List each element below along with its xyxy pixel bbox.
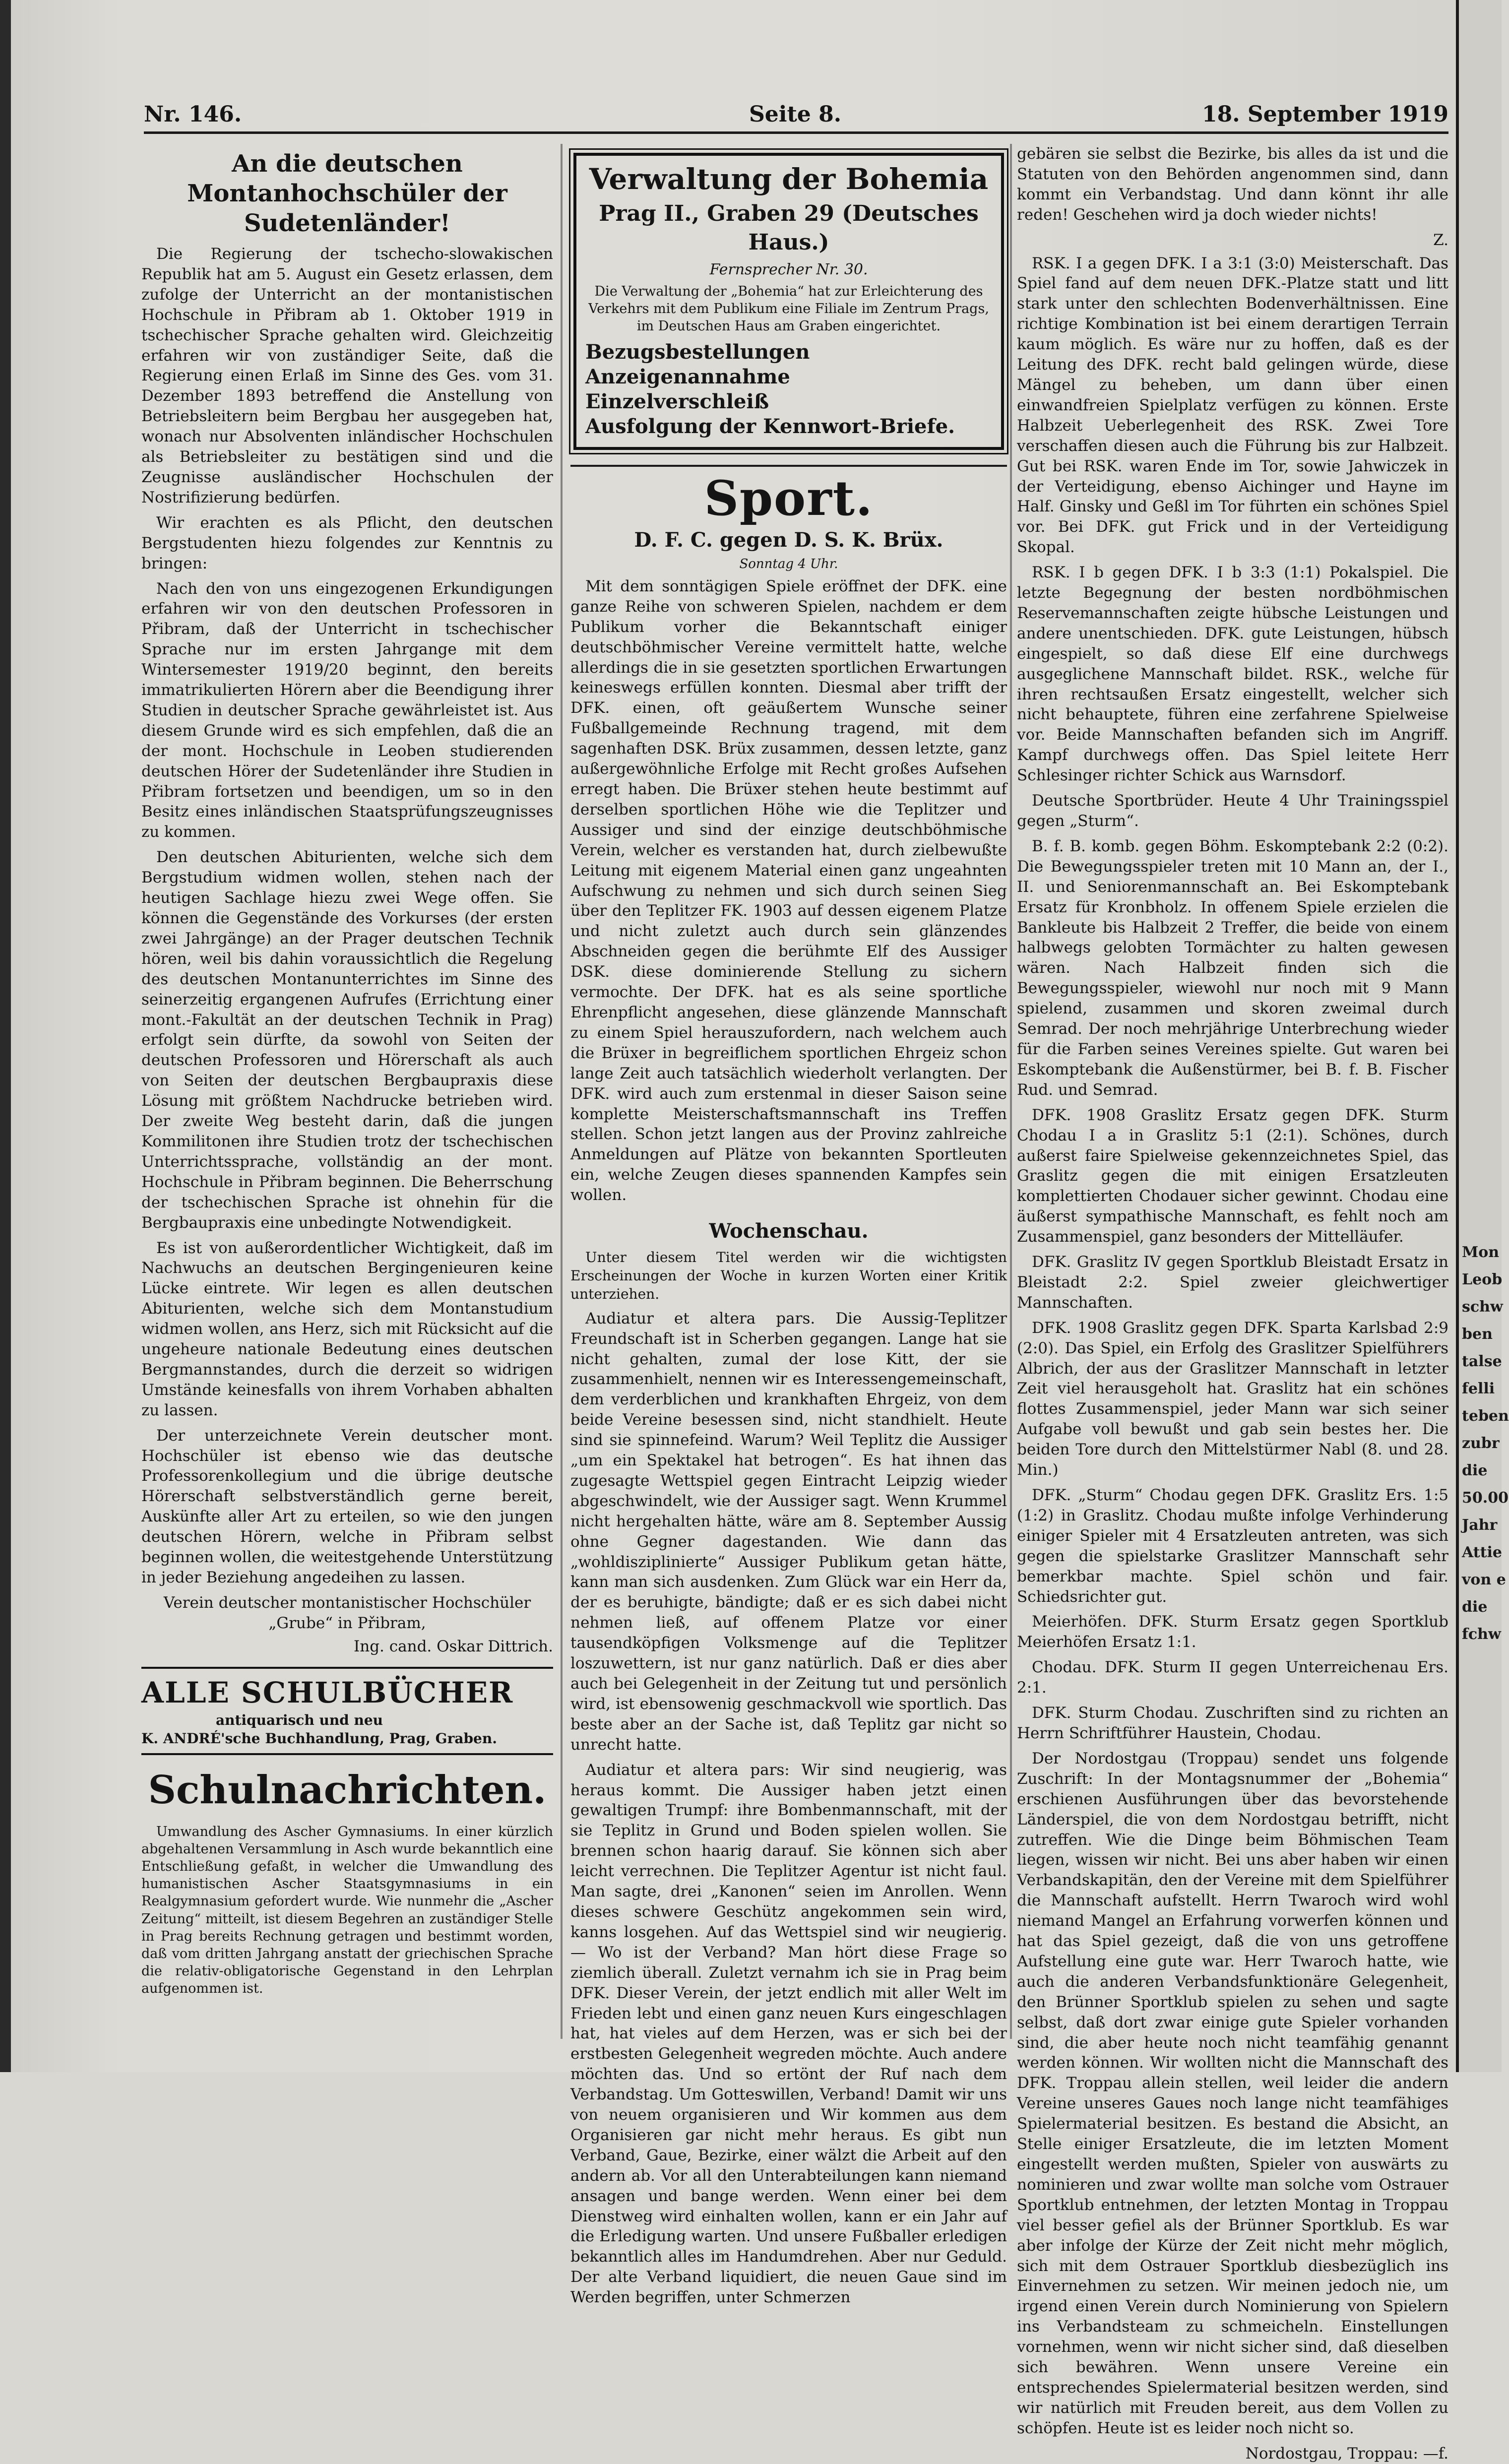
article-paragraph: Die Regierung der tschecho-slowakischen Republik hat am 5. August ein Gesetz erlassen, dem zufolge der Unterricht an der montanistischen Hochschule in Přibram ab 1. Oktober 1919 in tschechischer Sprache gehalten wird. Gleichzeitig erfahren wir von zuständiger Seite, daß die Regierung einen Erlaß im Sinne des Ges. vom 31. Dezember 1893 betreffend die Anstellung von Betriebsleitern beim Bergbau her ausgegeben hat, wonach nur Absolventen inländischer Hochschulen als Betriebsleiter zu bestätigen sind und die Zeugnisse ausländischer Hochschulen der Nostrifizierung bedürfen. (141, 245, 553, 506)
section-divider (570, 465, 1007, 467)
issue-date: 18. September 1919 (1202, 102, 1448, 127)
edge-fragment: von e (1462, 1571, 1506, 1588)
match-result-item: Deutsche Sportbrüder. Heute 4 Uhr Trainingsspiel gegen „Sturm“. (1017, 792, 1448, 830)
match-result-item: RSK. I b gegen DFK. I b 3:3 (1:1) Pokalspiel. Die letzte Begegnung der besten nordböhmischen Reservemannschaften zeigte hübsche Leistungen und andere unentschieden. DFK. gute Leistungen, hübsch eingespielt, so daß diese Elf eine durchwegs ausgeglichene Mannschaft bildet. RSK., welche für ihren rechtsaußen Ersatz eingestellt, welcher sich nicht behauptete, führen eine zerfahrene Spielweise vor. Beide Mannschaften befanden sich im Angriff. Kampf durchwegs offen. Das Spiel leitete Herr Schlesinger richter Schick aus Warnsdorf. (1017, 564, 1448, 785)
match-time: Sonntag 4 Uhr. (739, 556, 838, 571)
service-item: Ausfolgung der Kennwort-Briefe. (585, 414, 955, 438)
edge-fragment: talse (1462, 1353, 1502, 1370)
column-rule (561, 144, 563, 2039)
match-result-item: Meierhöfen. DFK. Sturm Ersatz gegen Sportklub Meierhöfen Ersatz 1:1. (1017, 1613, 1448, 1651)
article-title-montan: An die deutschen Montanhochschüler der Sudetenländer! (187, 150, 507, 237)
weekly-review-intro: Unter diesem Titel werden wir die wichtigsten Erscheinungen der Woche in kurzen Worten einer Kritik unterziehen. (570, 1249, 1007, 1302)
bookshop-name: K. ANDRÉ'sche Buchhandlung, Prag, Graben. (141, 1730, 497, 1747)
edge-fragment: zubr (1462, 1435, 1500, 1452)
column-rule (1010, 144, 1012, 2039)
article-paragraph: Den deutschen Abiturienten, welche sich dem Bergstudium widmen wollen, stehen nach der heutigen Sachlage hiezu zwei Wege offen. Sie können die Gegenstände des Vorkurses (der ersten zwei Jahrgänge) an der Prager deutschen Technik hören, weil bis dahin voraussichtlich die Regelung des deutschen Montanunterrichtes im Sinne des seinerzeitig ergangenen Aufrufes (Errichtung einer mont.-Fakultät an der deutschen Technik in Prag) erfolgt sein dürfte, da sowohl von Seiten der deutschen Professoren und Hörerschaft als auch von Seiten der deutschen Bergbaupraxis diese Lösung mit größtem Nachdrucke betrieben wird. Der zweite Weg besteht darin, daß die jungen Kommilitonen ihre Studien trotz der tschechischen Unterrichtssprache, vollständig an der mont. Hochschule in Přibram beginnen. Die Beherrschung der tschechischen Sprache ist ohnehin für die Bergbaupraxis eine unbedingte Notwendigkeit. (141, 848, 553, 1232)
page-header (144, 102, 1448, 134)
match-result-item: DFK. 1908 Graslitz gegen DFK. Sparta Karlsbad 2:9 (2:0). Das Spiel, ein Erfolg des Graslitzer Spielführers Albrich, der aus der Graslitzer Mannschaft in letzter Zeit viel herausgeholt hat. Graslitz hat ein schönes flottes Zusammenspiel, jeder Mann war sich seiner Aufgabe voll bewußt und gab sein bestes her. Die beiden Tore durch den Mittelstürmer Nabl (8. und 28. Min.) (1017, 1319, 1448, 1479)
edge-fragment: Leob (1462, 1271, 1503, 1288)
match-title: D. F. C. gegen D. S. K. Brüx. (634, 528, 943, 552)
edge-fragment: Jahr (1462, 1516, 1498, 1534)
issue-number: Nr. 146. (144, 102, 242, 127)
article-paragraph: Es ist von außerordentlicher Wichtigkeit, daß im Nachwuchs an deutschen Bergingenieuren keine Lücke eintrete. Wir legen es allen deutschen Abiturienten, welche sich dem Montanstudium widmen wollen, ans Herz, sich mit Rücksicht auf die ungeheure nationale Bedeutung eines deutschen Bergmannstandes, durch die derzeit so widrigen Umstände keinesfalls von ihrem Vorhaben abhalten zu lassen. (141, 1239, 553, 1419)
bookshop-advertisement (141, 1667, 553, 1755)
edge-fragment: ben (1462, 1326, 1493, 1343)
bohemia-ad-body: Die Verwaltung der „Bohemia“ hat zur Erleichterung des Verkehrs mit dem Publikum eine Filiale im Zentrum Prags, im Deutschen Haus am Graben eingerichtet. (588, 283, 989, 334)
school-news-text: Umwandlung des Ascher Gymnasiums. In einer kürzlich abgehaltenen Versammlung in Asch wurde bekanntlich eine Entschließung gefaßt, in welcher die Umwandlung des humanistischen Ascher Staatsgymnasiums in ein Realgymnasium gefordert wurde. Wie nunmehr die „Ascher Zeitung“ mitteilt, ist diesem Begehren an zuständiger Stelle in Prag bereits Rechnung getragen und bestimmt worden, daß vom dritten Jahrgang anstatt der griechischen Sprache die relativ-obligatorische Gegenstand in den Lehrplan aufgenommen ist. (141, 1824, 553, 1996)
service-item: Einzelverschleiß (585, 389, 769, 413)
edge-fragment: schw (1462, 1298, 1503, 1316)
signature-author: Ing. cand. Oskar Dittrich. (354, 1637, 553, 1655)
bohemia-ad-services (585, 340, 992, 439)
continued-text: gebären sie selbst die Bezirke, bis alles da ist und die Statuten von den Behörden angenommen sind, dann kommt ein Verbandstag. Und dann könnt ihr alle reden! Geschehen wird ja doch wieder nichts! (1017, 145, 1448, 224)
column-middle (570, 144, 1007, 2307)
weekly-review-text: Audiatur et altera pars: Wir sind neugierig, was heraus kommt. Die Aussiger haben jetzt einen gewaltigen Trumpf: ihre Bombenmannschaft, mit der sie Teplitz in Grund und Boden spielen wollen. Sie brennen schon haarig darauf. Sie können sich aber leicht verrechnen. Die Teplitzer Agentur ist nicht faul. Man sagte, drei „Kanonen“ seien im Anrollen. Wenn dieses schwere Geschütz angekommen sein wird, kanns losgehen. Auf das Wettspiel sind wir neugierig. — Wo ist der Verband? Man hört diese Frage so ziemlich überall. Zuletzt vernahm ich sie in Prag beim DFK. Dieser Verein, der jetzt endlich mit aller Welt im Frieden lebt und einen ganz neuen Kurs eingeschlagen hat, hat vieles auf dem Herzen, was er sich bei der erstbesten Gelegenheit wegreden möchte. Auch andere möchten das. Und so ertönt der Ruf nach dem Verbandstag. Um Gotteswillen, Verband! Damit wir uns von neuem organisieren und Wir kommen aus dem Organisieren gar nicht mehr heraus. Es gibt nun Verband, Gaue, Bezirke, einer wälzt die Arbeit auf den andern ab. Vor all den Unterabteilungen kann niemand ansagen und bange werden. Wenn einer bei dem Dienstweg wird einhalten wollen, kann er ein Jahr auf die Erledigung warten. Und unsere Fußballer erledigen bekanntlich alles im Handumdrehen. Aber nur Geduld. Der alte Verband liquidiert, die neuen Gaue sind im Werden begriffen, unter Schmerzen (570, 1761, 1007, 2307)
sport-section-title: Sport. (704, 470, 874, 526)
continued-text-sign: Z. (1433, 231, 1448, 249)
page-left-edge (0, 0, 11, 2072)
bohemia-advertisement (573, 153, 1004, 450)
edge-fragment: teben (1462, 1407, 1509, 1425)
match-result-item: B. f. B. komb. gegen Böhm. Eskomptebank 2:2 (0:2). Die Bewegungsspieler treten mit 10 Mann an, der I., II. und Seniorenmannschaft an. Bei Eskomptebank Ersatz für Kronbholz. In offenem Spiele erzielen die Bankleute bis Halbzeit 2 Treffer, die beide von einem halbwegs gelobten Tormächter zu halten gewesen wären. Nach Halbzeit finden sich die Bewegungsspieler, wiewohl nur noch mit 9 Mann spielend, zusammen und skoren zweimal durch Semrad. Der noch mehrjährige Unterbrechung wieder für die Farben seines Vereines spielte. Gut waren bei Eskomptebank die Außenstürmer, bei B. f. B. Fischer Rud. und Semrad. (1017, 837, 1448, 1099)
page-number: Seite 8. (749, 102, 842, 127)
edge-fragment: fchw (1462, 1626, 1501, 1643)
article-paragraph: Wir erachten es als Pflicht, den deutschen Bergstudenten hiezu folgendes zur Kenntnis zu bringen: (141, 513, 553, 572)
bohemia-ad-title: Verwaltung der Bohemia (589, 162, 989, 196)
column-left (141, 144, 553, 2039)
weekly-review-title: Wochenschau. (709, 1219, 869, 1243)
edge-fragment: Mon (1462, 1244, 1500, 1261)
match-result-item: DFK. „Sturm“ Chodau gegen DFK. Graslitz Ers. 1:5 (1:2) in Graslitz. Chodau mußte infolge Verhinderung einiger Spieler mit 4 Ersatzleuten antreten, was sich gegen die spielstarke Graslitzer Mannschaft sehr bemerkbar machte. Spiel schön und fair. Schiedsrichter gut. (1017, 1486, 1448, 1606)
edge-fragment: die (1462, 1462, 1488, 1479)
edge-fragment: 50.00 (1462, 1489, 1509, 1507)
adjacent-page-edge (1456, 0, 1509, 2072)
match-result-item: Der Nordostgau (Troppau) sendet uns folgende Zuschrift: In der Montagsnummer der „Bohemia“ erschienen Ausführungen über das bevorstehende Länderspiel, die von dem Nordostgau betrifft, nicht zutreffen. Wie die Dinge beim Böhmischen Team liegen, wissen wir nicht. Bei uns aber haben wir einen Verbandskapitän, den der Vereine mit dem Spielführer die Mannschaft aufstellt. Herrn Twaroch wird wohl niemand Mangel an Erfahrung vorwerfen können und hat das Spiel gezeigt, daß die von uns getroffene Aufstellung eine gute war. Herr Twaroch hatte, wie auch die anderen Verbandsfunktionäre Gelegenheit, den Brünner Sportklub spielen zu sehen und sagte selbst, daß dort zwar einige gute Spieler vorhanden sind, die aber heute noch nicht teamfähig genannt werden können. Wir wollten nicht die Mannschaft des DFK. Troppau allein stellen, weil leider die andern Vereine unseres Gaues noch lange nicht teamfähiges Spielermaterial besitzen. Es bestand die Absicht, an Stelle einiger Ersatzleute, die im letzten Moment eingestellt werden mußten, Spieler von auswärts zu nominieren und zwar wollte man solche vom Ostrauer Sportklub entnehmen, der letzten Montag in Troppau viel besser gefiel als der Brünner Sportklub. Es war aber infolge der Kürze der Zeit nicht mehr möglich, sich mit dem Ostrauer Sportklub diesbezüglich ins Einvernehmen zu setzen. Wir meinen jedoch nie, um irgend einen Verein durch Nominierung von Spielern ins Verbandsteam zu schmeicheln. Einstellungen vornehmen, wenn wir nicht sicher sind, daß dieselben sich bewähren. Wenn unsere Vereine ein entsprechendes Spielermaterial besitzen werden, sind wir natürlich mit Freuden bereit, aus dem Vollen zu schöpfen. Heute ist es leider noch nicht so. (1017, 1749, 1448, 2437)
closing-signature: Nordostgau, Troppau: —f. (1245, 2444, 1448, 2463)
match-result-item: Chodau. DFK. Sturm II gegen Unterreichenau Ers. 2:1. (1017, 1658, 1448, 1697)
weekly-review-text: Audiatur et altera pars. Die Aussig-Teplitzer Freundschaft ist in Scherben gegangen. Lange hat sie nicht gehalten, zumal der lose Kitt, der sie zusammenhielt, nennen wir es Interessengemeinschaft, dem verderblichen und krankhaften Ehrgeiz, von dem beide Vereine besessen sind, nicht standhielt. Heute sind sie spinnefeind. Warum? Weil Teplitz die Aussiger „um ein Spektakel hat betrogen“. Es hat ihnen das zugesagte Wettspiel gegen Eintracht Leipzig wieder abgeschwindelt, wie der Aussiger sagt. Wenn Krummel nicht hergehalten hätte, wäre am 8. September Aussig ohne Gegner dagestanden. Wie dann das „wohldisziplinierte“ Aussiger Publikum getan hätte, kann man sich ausdenken. Zum Glück war ein Herr da, der es beruhigte, bändigte; daß er es sich dabei nicht nehmen ließ, auf offenem Platze vor einer tausendköpfigen Volksmenge auf die Teplitzer loszuwettern, ist nur ganz natürlich. Daß er dies aber auch bei Gelegenheit in der Zeitung tut und persönlich wird, ist ebensowenig geschmackvoll wie sportlich. Das beste aber an der Sache ist, daß Teplitz gar nicht so unrecht hatte. (570, 1309, 1007, 1754)
bookshop-headline: ALLE SCHULBÜCHER (141, 1675, 514, 1709)
edge-fragment: Attie (1462, 1544, 1502, 1561)
match-result-item: DFK. 1908 Graslitz Ersatz gegen DFK. Sturm Chodau I a in Graslitz 5:1 (2:1). Schönes, durch außerst faire Spielweise gekennzeichnetes Spiel, das Graslitz gegen die mit einigen Ersatzleuten komplettierten Chodauer sicher gewinnt. Chodau eine äußerst sympathische Mannschaft, es fehlt noch am Zusammenspiel, ganz besonders der Mittelläufer. (1017, 1106, 1448, 1246)
edge-fragment: die (1462, 1598, 1488, 1616)
service-item: Anzeigenannahme (585, 365, 790, 388)
column-right (1017, 144, 1448, 2463)
match-result-item: DFK. Graslitz IV gegen Sportklub Bleistadt Ersatz in Bleistadt 2:2. Spiel zweier gleichwertiger Mannschaften. (1017, 1253, 1448, 1312)
article-paragraph: Der unterzeichnete Verein deutscher mont. Hochschüler ist ebenso wie das deutsche Professorenkollegium und die übrige deutsche Hörerschaft selbstverständlich gerne bereit, Auskünfte aller Art zu erteilen, so wie den jungen deutschen Hörern, welche in Přibram selbst beginnen wollen, die weitestgehende Unterstützung in jeder Beziehung angedeihen zu lassen. (141, 1426, 553, 1586)
article-paragraph: Nach den von uns eingezogenen Erkundigungen erfahren wir von den deutschen Professoren in Přibram, daß der Unterricht in tschechischer Sprache nur im ersten Jahrgange mit dem Wintersemester 1919/20 beginnt, den bereits immatrikulierten Hörern aber die Beendigung ihrer Studien in deutscher Sprache gewährleistet ist. Aus diesem Grunde wird es sich empfehlen, daß die an der mont. Hochschule in Leoben studierenden deutschen Hörer der Sudetenländer ihre Studien in Přibram fortsetzen und beendigen, um so in den Besitz eines inländischen Staatsprüfungszeugnisses zu kommen. (141, 579, 553, 841)
edge-fragment: felli (1462, 1380, 1495, 1397)
match-report: Mit dem sonntägigen Spiele eröffnet der DFK. eine ganze Reihe von schweren Spielen, nachdem er dem Publikum vorher die Bekanntschaft einiger deutschböhmischer Vereine vermittelt hatte, welche allerdings die in sie gesetzten sportlichen Erwartungen keineswegs erfüllen konnten. Diesmal aber trifft der DFK. einen, oft geäußertem Wunsche seiner Fußballgemeinde Rechnung tragend, mit dem sagenhaften DSK. Brüx zusammen, dessen letzte, ganz außergewöhnliche Erfolge mit Recht großes Aufsehen erregt haben. Die Brüxer stehen heute bestimmt auf derselben sportlichen Höhe wie die Teplitzer und Aussiger und sind der einzige deutschböhmische Verein, welcher es verstanden hat, durch zielbewußte Leitung mit eigenem Material einen ganz ungeahnten Aufschwung zu nehmen und sich durch seinen Sieg über den Teplitzer FK. 1903 auf dessen eigenem Platze und nicht zuletzt auch durch sein glänzendes Abschneiden gegen die berühmte Elf des Aussiger DSK. diese dominierende Stellung zu sichern vermochte. Der DFK. hat es als seine sportliche Ehrenpflicht angesehen, diese glänzende Mannschaft zu einem Spiel herauszufordern, nach welchem auch die Brüxer in begreiflichem sportlichen Ehrgeiz schon lange Zeit auch tatsächlich wiederholt verlangten. Der DFK. wird auch zum erstenmal in dieser Saison seine komplette Meisterschaftsmannschaft ins Treffen stellen. Schon jetzt langen aus der Provinz zahlreiche Anmeldungen auf Plätze von bekannten Sportleuten ein, welche Zeugen dieses spannenden Kampfes sein wollen. (570, 577, 1007, 1204)
signature-association: Verein deutscher montanistischer Hochschüler „Grube“ in Přibram, (163, 1593, 531, 1632)
match-result-item: DFK. Sturm Chodau. Zuschriften sind zu richten an Herrn Schriftführer Haustein, Chodau. (1017, 1704, 1448, 1742)
service-item: Bezugsbestellungen (585, 340, 810, 364)
bohemia-ad-phone: Fernsprecher Nr. 30. (709, 260, 868, 278)
school-news-title: Schulnachrichten. (148, 1768, 547, 1813)
bookshop-subline: antiquarisch und neu (216, 1712, 383, 1729)
match-result-item: RSK. I a gegen DFK. I a 3:1 (3:0) Meisterschaft. Das Spiel fand auf dem neuen DFK.-Platze statt und litt stark unter den schlechten Bodenverhältnissen. Eine richtige Kombination ist bei einem derartigen Terrain kaum möglich. Es wäre nur zu hoffen, daß es der Leitung des DFK. recht bald gelingen würde, diese Mängel zu beheben, um dann über einen einwandfreien Spielplatz verfügen zu können. Erste Halbzeit Ueberlegenheit des RSK. Zwei Tore verschaffen diesen auch die Führung bis zur Halbzeit. Gut bei RSK. waren Ende im Tor, sowie Jahwiczek in der Verteidigung, ebenso Aichinger und Hayne im Half. Ginsky und Geßl im Tor führten ein schönes Spiel vor. Bei DFK. gut Frick und in der Verteidigung Skopal. (1017, 254, 1448, 557)
bohemia-ad-address: Prag II., Graben 29 (Deutsches Haus.) (599, 200, 979, 255)
